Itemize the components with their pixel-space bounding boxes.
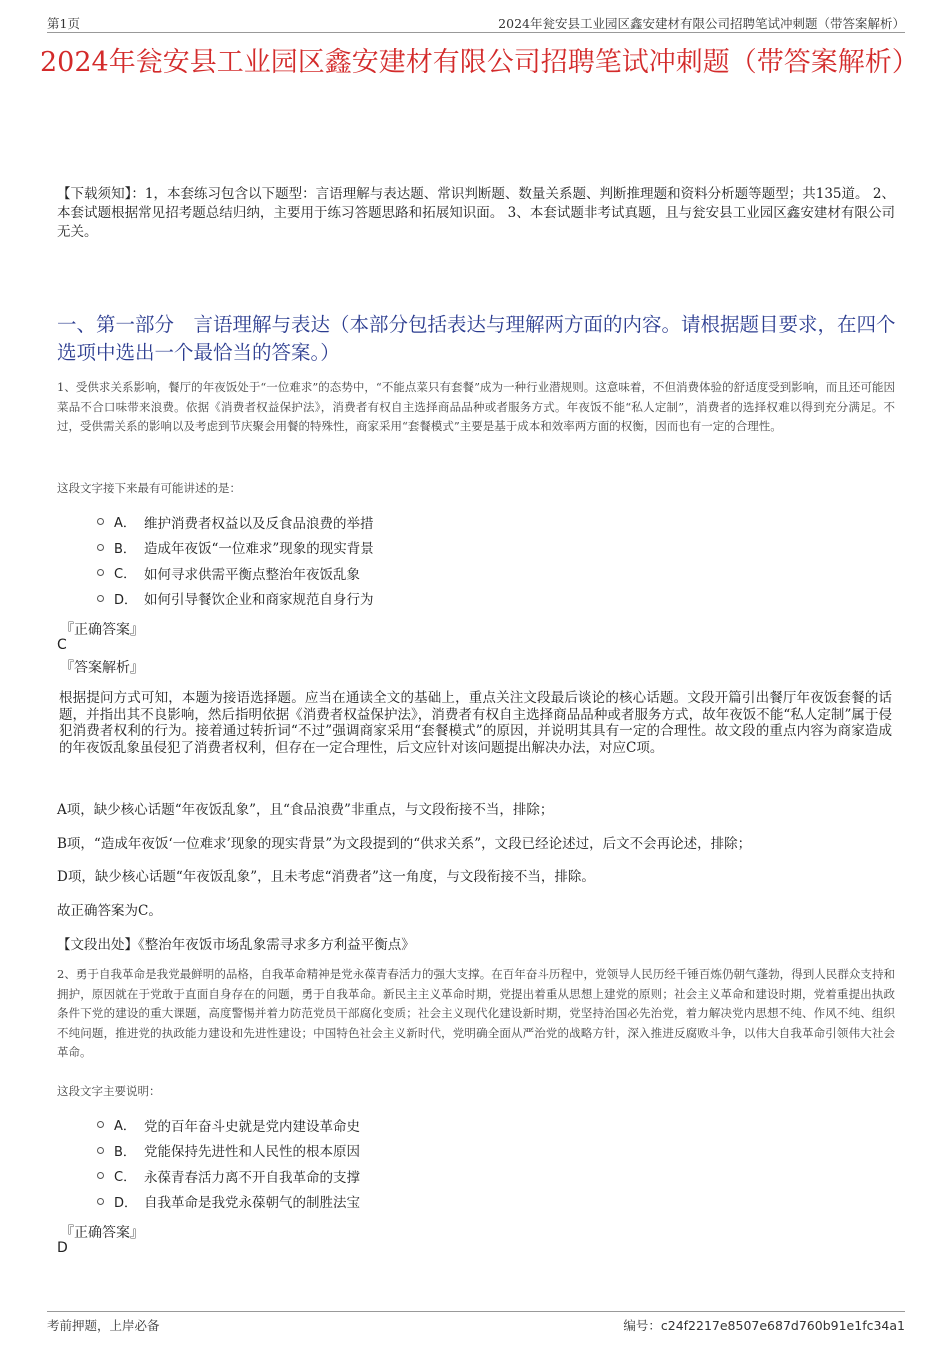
explain-d: D项，缺少核心话题“年夜饭乱象”，且未考虑“消费者”这一角度，与文段衔接不当，排除。: [57, 869, 595, 885]
radio-icon[interactable]: [97, 544, 104, 551]
document-title: 2024年瓮安县工业园区鑫安建材有限公司招聘笔试冲刺题（带答案解析）: [40, 47, 919, 78]
option-c[interactable]: C． 如何寻求供需平衡点整治年夜饭乱象: [97, 560, 597, 586]
page-footer: [47, 1311, 905, 1334]
option-b[interactable]: B． 党能保持先进性和人民性的根本原因: [97, 1138, 597, 1164]
radio-icon[interactable]: [97, 518, 104, 525]
question-2-prompt: 这段文字主要说明：: [57, 1084, 161, 1098]
radio-icon[interactable]: [97, 569, 104, 576]
page-header: [47, 10, 905, 33]
radio-icon[interactable]: [97, 1121, 104, 1128]
answer-value: D: [57, 1240, 68, 1256]
explain-a: A项，缺少核心话题“年夜饭乱象”，且“食品浪费”非重点，与文段衔接不当，排除；: [57, 802, 554, 818]
header-doc-title: 2024年瓮安县工业园区鑫安建材有限公司招聘笔试冲刺题（带答案解析）: [498, 16, 905, 31]
radio-icon[interactable]: [97, 595, 104, 602]
footer-slogan: 考前押题，上岸必备: [47, 1318, 160, 1333]
download-notice: 【下载须知】：1，本套练习包含以下题型：言语理解与表达题、常识判断题、数量关系题、判断推理题和资料分析题等题型；共135道。 2、本套试题根据常见招考题总结归纳，主要用于练习答题思路和拓展知识面。 3、本套试题非考试真题，且与瓮安县工业园区鑫安建材有限公司无关。: [57, 186, 895, 240]
option-a[interactable]: A． 党的百年奋斗史就是党内建设革命史: [97, 1112, 597, 1138]
page-number: 第1页: [47, 16, 80, 31]
answer-value: C: [57, 637, 67, 653]
answer-label: 『正确答案』: [60, 622, 144, 638]
footer-code: 编号：c24f2217e8507e687d760b91e1fc34a1: [623, 1318, 905, 1333]
question-2-options: [97, 1112, 597, 1214]
option-c[interactable]: C． 永葆青春活力离不开自我革命的支撑: [97, 1163, 597, 1189]
analysis-label: 『答案解析』: [60, 660, 144, 676]
option-d[interactable]: D． 如何引导餐饮企业和商家规范自身行为: [97, 586, 597, 612]
section-heading: 一、第一部分 言语理解与表达（本部分包括表达与理解两方面的内容。请根据题目要求，在四个选项中选出一个最恰当的答案。）: [57, 313, 896, 364]
option-b[interactable]: B． 造成年夜饭“一位难求”现象的现实背景: [97, 535, 597, 561]
option-a[interactable]: A． 维护消费者权益以及反食品浪费的举措: [97, 509, 597, 535]
source: 【文段出处】《整治年夜饭市场乱象需寻求多方利益平衡点》: [57, 937, 415, 953]
question-1-prompt: 这段文字接下来最有可能讲述的是：: [57, 481, 241, 495]
radio-icon[interactable]: [97, 1198, 104, 1205]
question-2-text: 2、勇于自我革命是我党最鲜明的品格，自我革命精神是党永葆青春活力的强大支撑。在百年奋斗历程中，党领导人民历经千锤百炼仍朝气蓬勃，得到人民群众支持和拥护，原因就在于党敢于直面自身存在的问题，勇于自我革命。新民主主义革命时期，党提出着重从思想上建党的原则；社会主义革命和建设时期，党着重提出执政条件下党的建设的重大课题，高度警惕并着力防范党员干部腐化变质；社会主义现代化建设新时期，党坚持治国必先治党，着力解决党内思想不纯、作风不纯、组织不纯问题，推进党的执政能力建设和先进性建设；中国特色社会主义新时代，党明确全面从严治党的战略方针，深入推进反腐败斗争，以伟大自我革命引领伟大社会革命。: [57, 967, 895, 1059]
option-d[interactable]: D． 自我革命是我党永葆朝气的制胜法宝: [97, 1189, 597, 1215]
answer-label: 『正确答案』: [60, 1225, 144, 1241]
explain-b: B项，“造成年夜饭‘一位难求’现象的现实背景”为文段提到的“供求关系”，文段已经论述过，后文不会再论述，排除；: [57, 836, 752, 852]
final-answer: 故正确答案为C。: [57, 903, 162, 919]
analysis-text: 根据提问方式可知，本题为接语选择题。应当在通读全文的基础上，重点关注文段最后谈论的核心话题。文段开篇引出餐厅年夜饭套餐的话题，并指出其不良影响，然后指明依据《消费者权益保护法》，消费者有权自主选择商品品种或者服务方式，故年夜饭不能“私人定制”属于侵犯消费者权利的行为。接着通过转折词“不过”强调商家采用“套餐模式”的原因，并说明其具有一定的合理性。故文段的重点内容为商家造成的年夜饭乱象虽侵犯了消费者权利，但存在一定合理性，后文应针对该问题提出解决办法，对应C项。: [59, 690, 892, 756]
question-1-text: 1、受供求关系影响，餐厅的年夜饭处于“一位难求”的态势中，“不能点菜只有套餐”成为一种行业潜规则。这意味着，不但消费体验的舒适度受到影响，而且还可能因菜品不合口味带来浪费。依据《消费者权益保护法》，消费者有权自主选择商品品种或者服务方式。年夜饭不能“私人定制”，消费者的选择权难以得到充分满足。不过，受供需关系的影响以及考虑到节庆聚会用餐的特殊性，商家采用“套餐模式”主要是基于成本和效率两方面的权衡，因而也有一定的合理性。: [57, 380, 895, 433]
question-1-options: [97, 509, 597, 611]
radio-icon[interactable]: [97, 1147, 104, 1154]
radio-icon[interactable]: [97, 1172, 104, 1179]
